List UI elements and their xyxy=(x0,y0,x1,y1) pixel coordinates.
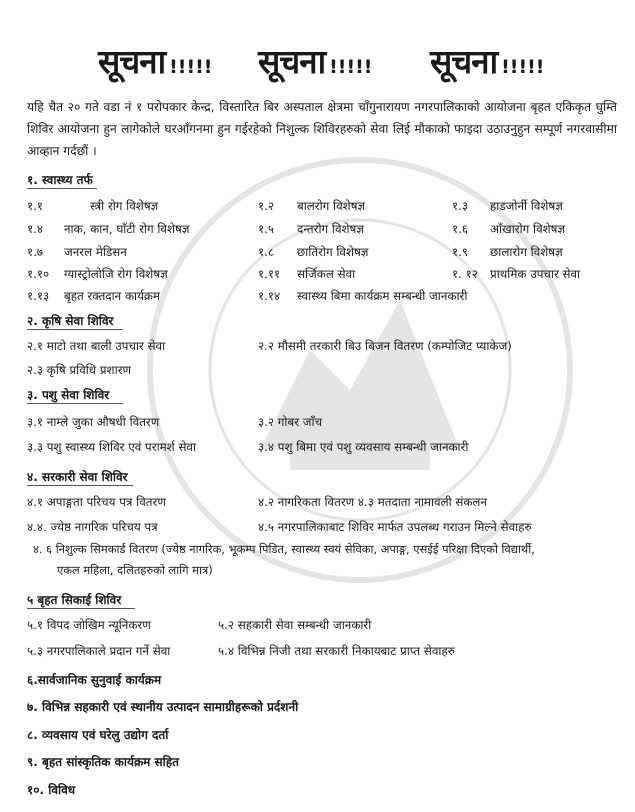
govt-item: ४.२ नागरिकता वितरण ४.३ मतदाता नामावली संकलन xyxy=(258,495,487,509)
govt-item: ४. ६ निशुल्क सिमकार्ड वितरण (ज्येष्ठ नागरिक, भूकम्प पिडित, स्वास्थ्य स्वयं सेविका, अपाङ्ग, एसईई परिक्षा दिएको विद्यार्थी, xyxy=(33,542,535,556)
health-item-label: दन्तरोग विशेषज्ञ xyxy=(297,222,364,236)
headline-word: सूचना xyxy=(98,42,166,81)
health-item-num: १.९ xyxy=(452,245,469,259)
notice-headline xyxy=(258,38,372,83)
health-item-label: नाक, कान, घाँटी रोग विशेषज्ञ xyxy=(64,222,190,236)
health-item-label: बृहत रक्तदान कार्यक्रम xyxy=(64,289,161,303)
headline-word: सूचना xyxy=(258,42,326,81)
health-item-num: १.१४ xyxy=(258,289,281,303)
agri-item: २.२ मौसमी तरकारी बिउ बिजन वितरण (कम्पोजिट प्याकेज) xyxy=(258,339,512,353)
headline-word: सूचना xyxy=(430,42,498,81)
health-item-num: १.१० xyxy=(27,267,50,281)
health-item-num: १.११ xyxy=(258,267,281,281)
heading-underline xyxy=(27,608,135,609)
section-heading: १. स्वास्थ्य तर्फ xyxy=(27,173,93,187)
health-item-num: १.२ xyxy=(258,199,275,213)
health-item-label: स्त्री रोग विशेषज्ञ xyxy=(90,199,159,213)
livestock-item: ३.१ नाम्ले जुका औषधी वितरण xyxy=(27,415,160,429)
notice-headline xyxy=(98,38,212,83)
health-item-num: १.५ xyxy=(258,222,275,236)
govt-item-continued: एकल महिला, दलितहरुको लागि मात्र) xyxy=(57,563,213,577)
intro-paragraph: यहि चैत २० गते वडा नं १ परोपकार केन्द्र, विस्तारित बिर अस्पताल क्षेत्रमा चाँगुनारायण नगरपालिकाको आयोजना बृहत एकिकृत घुम्ति शिविर आयोजना हुन लागेकोले घरआँगनमा हुन गईरहेको निशुल्क शिविरहरुको सेवा लिई मौकाको फाइदा उठाउनुहुन सम्पूर्ण नगरवासीमा आव्हान गर्दछौं । xyxy=(27,100,617,158)
section-heading: १०. विविध xyxy=(27,783,76,797)
health-item-num: १.८ xyxy=(258,245,275,259)
learning-item: ५.३ नगरपालिकाले प्रदान गर्ने सेवा xyxy=(27,644,171,658)
learning-item: ५.१ विपद जोखिम न्यूनिकरण xyxy=(27,618,151,632)
health-item-label: प्राथमिक उपचार सेवा xyxy=(490,267,581,281)
heading-underline xyxy=(27,329,123,330)
health-item-label: हाडजोर्नी विशेषज्ञ xyxy=(490,199,563,213)
health-item-label: बालरोग विशेषज्ञ xyxy=(297,199,366,213)
livestock-item: ३.४ पशु बिमा एवं पशु व्यवसाय सम्बन्धी जानकारी xyxy=(258,440,469,454)
section-heading: २. कृषि सेवा शिविर xyxy=(27,314,114,328)
health-item-num: १.१३ xyxy=(27,289,50,303)
health-item-label: जनरल मेडिसन xyxy=(64,245,127,259)
livestock-item: ३.३ पशु स्वास्थ्य शिविर एवं परामर्श सेवा xyxy=(27,440,197,454)
livestock-item: ३.२ गोबर जाँच xyxy=(258,415,323,429)
headline-marks: !!!!! xyxy=(169,56,213,78)
health-item-label: आँखारोग विशेषज्ञ xyxy=(490,222,566,236)
heading-underline xyxy=(27,485,133,486)
heading-underline xyxy=(27,403,123,404)
notice-headline xyxy=(430,38,544,83)
section-heading: ८. व्यवसाय एवं घरेलु उद्योग दर्ता xyxy=(27,728,169,742)
health-item-label: ग्यास्ट्रोलोजि रोग विशेषज्ञ xyxy=(64,267,168,281)
health-item-num: १.७ xyxy=(27,245,44,259)
headline-marks: !!!!! xyxy=(501,56,545,78)
learning-item: ५.४ विभिन्न निजी तथा सरकारी निकायबाट प्राप्त सेवाहरु xyxy=(218,644,455,658)
govt-item: ४.४. ज्येष्ठ नागरिक परिचय पत्र xyxy=(27,520,158,534)
learning-item: ५.२ सहकारी सेवा सम्बन्धी जानकारी xyxy=(218,618,372,632)
section-heading: ९. बृहत सांस्कृतिक कार्यक्रम सहित xyxy=(27,755,179,769)
section-heading: ३. पशु सेवा शिविर xyxy=(27,388,110,402)
health-item-label: सर्जिकल सेवा xyxy=(297,267,356,281)
section-heading: ६.सार्वजानिक सुनुवाई कार्यक्रम xyxy=(27,673,162,687)
headline-marks: !!!!! xyxy=(329,56,373,78)
govt-item: ४.१ अपाङ्गता परिचय पत्र वितरण xyxy=(27,495,166,509)
health-item-num: १.३ xyxy=(452,199,469,213)
agri-item: २.१ माटो तथा बाली उपचार सेवा xyxy=(27,339,166,353)
govt-item: ४.५ नगरपालिकाबाट शिविर मार्फत उपलब्ध गराउन मिल्ने सेवाहरु xyxy=(258,520,532,534)
health-item-label: छालारोग विशेषज्ञ xyxy=(490,245,563,259)
health-item-label: छातिरोग विशेषज्ञ xyxy=(297,245,369,259)
health-item-num: १.६ xyxy=(452,222,469,236)
section-heading: ४. सरकारी सेवा शिविर xyxy=(27,470,128,484)
section-heading: ७. विभिन्न सहकारी एवं स्थानीय उत्पादन सामाग्रीहरूको प्रर्दशनी xyxy=(27,700,299,714)
headline-row xyxy=(0,38,635,88)
health-item-num: १.१ xyxy=(27,199,44,213)
agri-item: २.३ कृषि प्रविधि प्रशारण xyxy=(27,363,131,377)
section-heading: ५ बृहत सिकाई शिविर xyxy=(27,593,122,607)
health-item-num: १. १२ xyxy=(452,267,478,281)
health-item-label: स्वास्थ्य बिमा कार्यक्रम सम्बन्धी जानकारी xyxy=(297,289,468,303)
heading-underline xyxy=(27,188,97,189)
health-item-num: १.४ xyxy=(27,222,44,236)
